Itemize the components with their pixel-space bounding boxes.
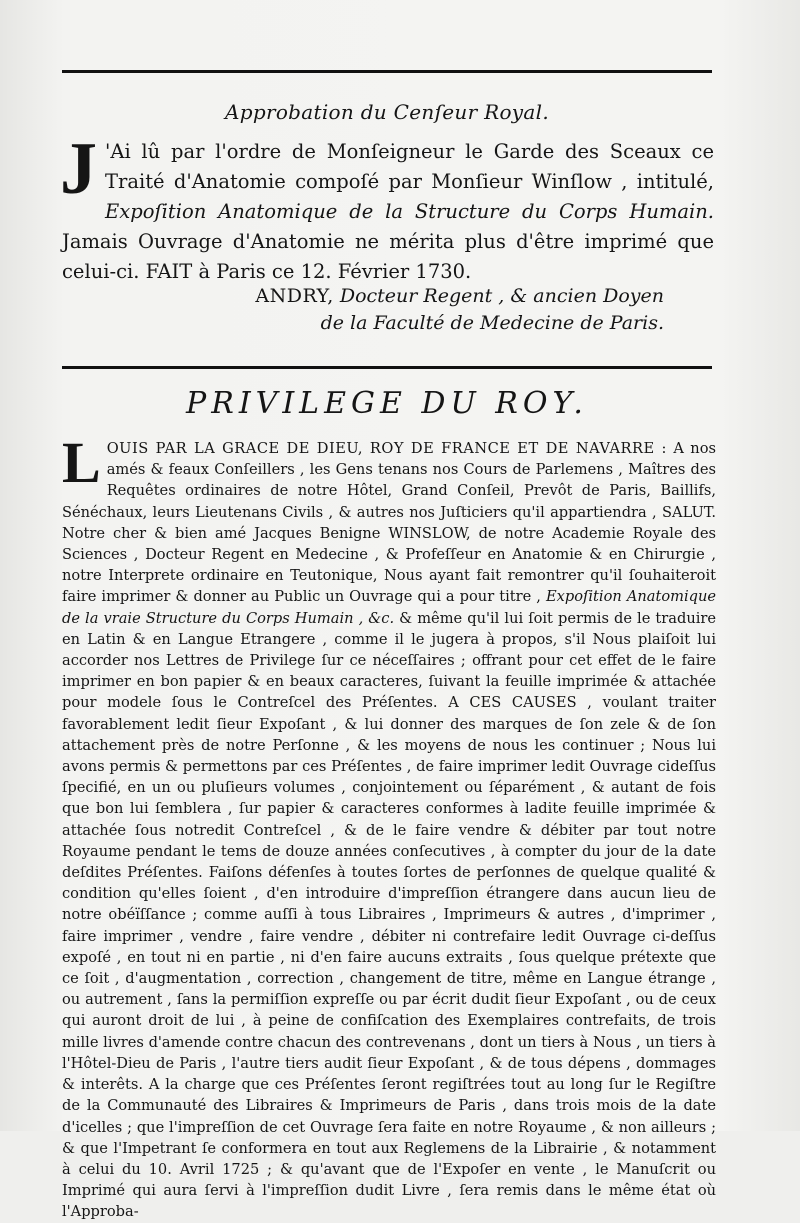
approbation-text <box>60 128 714 287</box>
top-rule <box>62 70 712 73</box>
approbation-dropcap: J <box>60 128 97 210</box>
privilege-text-b: & même qu'il lui ſoit permis de le traduire en Latin & en Langue Etrangere , comme il le jugera à propos, s'il Nous plaiſoit lui accorder nos Lettres de Privilege ſur ce néceſſaires ; offrant pour cet effet de le faire imprimer en bon papier & en beaux caracteres, ſuivant la feuille imprimée & attachée pour modele ſous le Contreſcel des Préſentes. A CES CAUSES , voulant traiter favorablement ledit ſieur Expoſant , & lui donner des marques de ſon zele & de ſon attachement près de notre Perſonne , & les moyens de nous les continuer ; Nous lui avons permis & permettons par ces Préſentes , de faire imprimer ledit Ouvrage cideſſus ſpecifié, en un ou pluſieurs volumes , conjointement ou ſéparément , & autant de fois que bon lui ſemblera , ſur papier & caracteres conformes à ladite feuille imprimée & attachée ſous notredit Contreſcel , & de le faire vendre & débiter par tout notre Royaume pendant le tems de douze années conſecutives , à compter du jour de la date deſdites Préſentes. Faiſons défenſes à toutes ſortes de perſonnes de quelque qualité & condition qu'elles ſoient , d'en introduire d'impreſſion étrangere dans aucun lieu de notre obéïſſance ; comme auſſi à tous Libraires , Imprimeurs & autres , d'imprimer , faire imprimer , vendre , faire vendre , débiter ni contrefaire ledit Ouvrage ci-deſſus expoſé , en tout ni en partie , ni d'en faire aucuns extraits , ſous quelque prétexte que ce ſoit , d'augmentation , correction , changement de titre, même en Langue étrange , ou autrement , ſans la permiſſion expreſſe ou par écrit dudit ſieur Expoſant , ou de ceux qui auront droit de lui , à peine de confiſcation des Exemplaires contrefaits, de trois mille livres d'amende contre chacun des contrevenans , dont un tiers à Nous , un tiers à l'Hôtel-Dieu de Paris , l'autre tiers audit ſieur Expoſant , & de tous dépens , dommages & interêts. A la charge que ces Préſentes ſeront regiſtrées tout au long ſur le Regiſtre de la Communauté des Libraires & Imprimeurs de Paris , dans trois mois de la date d'icelles ; que l'impreſſion de cet Ouvrage ſera faite en notre Royaume , & non ailleurs ; & que l'Impetrant ſe conformera en tout aux Reglemens de la Librairie , & notamment à celui du 10. Avril 1725 ; & qu'avant que de l'Expoſer en vente , le Manuſcrit ou Imprimé qui aura ſervi à l'impreſſion dudit Livre , ſera remis dans le même état où l'Approba- <box>62 609 716 1221</box>
privilege-text <box>62 430 716 1223</box>
signature-role: Docteur Regent , & ancien Doyen <box>333 285 664 307</box>
signature-name: ANDRY, <box>255 285 334 307</box>
privilege-opening: OUIS PAR LA GRACE DE DIEU, ROY DE FRANCE ET DE NAVARRE : <box>106 440 667 457</box>
approbation-signature <box>250 283 664 337</box>
privilege-title: PRIVILEGE DU ROY. <box>186 386 588 421</box>
approbation-title: Approbation du Cenſeur Royal. <box>225 100 549 124</box>
signature-faculty: de la Faculté de Medecine de Paris. <box>320 312 664 334</box>
approbation-book-title: Expoſition Anatomique de la Structure du Corps Humain. <box>105 200 714 223</box>
privilege-dropcap: L <box>62 430 101 495</box>
privilege-book-title: Expoſition Anatomique de la vraie Structure du Corps Humain , &c. <box>62 588 716 627</box>
privilege-text-a: A nos amés & feaux Conſeillers , les Gens tenans nos Cours de Parlemens , Maîtres des Requêtes ordinaires de notre Hôtel, Grand Conſeil, Prevôt de Paris, Baillifs, Sénéchaux, leurs Lieutenans Civils , & autres nos Juſticiers qu'il appartiendra , SALUT. Notre cher & bien amé Jacques Benigne WINSLOW, de notre Academie Royale des Sciences , Docteur Regent en Medecine , & Profeſſeur en Anatomie & en Chirurgie , notre Interprete ordinaire en Teutonique, Nous ayant fait remontrer qu'il ſouhaiteroit faire imprimer & donner au Public un Ouvrage qui a pour titre , <box>62 440 716 606</box>
approbation-text-end: Jamais Ouvrage d'Anatomie ne mérita plus d'être imprimé que celui-ci. FAIT à Paris ce 12. Février 1730. <box>62 230 714 283</box>
middle-rule <box>62 366 712 369</box>
approbation-text-start: 'Ai lû par l'ordre de Monſeigneur le Garde des Sceaux ce Traité d'Anatomie compoſé par Monſieur Winſlow , intitulé, <box>105 140 714 193</box>
